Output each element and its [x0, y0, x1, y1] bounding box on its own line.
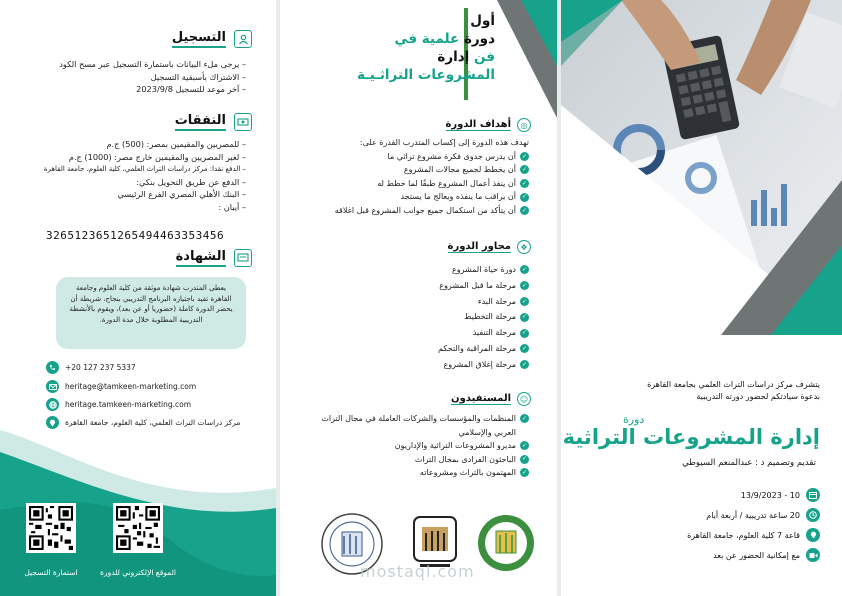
info-date: [741, 488, 820, 502]
registration-title: التسجيل: [172, 30, 226, 48]
decorative-triangle: [497, 0, 557, 120]
check-icon: ✓: [521, 152, 528, 160]
check-icon: ✓: [521, 206, 528, 214]
axis-item: ✓ دورة حياة المشروع: [451, 265, 528, 274]
email-address: heritage@tamkeen-marketing.com: [65, 382, 197, 391]
info-venue-text: قاعة 7 كلية العلوم، جامعة القاهرة: [687, 530, 800, 540]
qr-icon: [29, 506, 73, 550]
certificate-heading: [176, 249, 252, 267]
beneficiaries-list: [301, 412, 529, 480]
clock-icon: [806, 508, 820, 522]
panel-course-details: [280, 0, 557, 596]
course-title: إدارة المشروعات التراثية: [562, 425, 820, 449]
organizer-invitation: [647, 379, 820, 403]
certificate-text: يعطى المتدرب شهادة موثقة من كلية العلوم وجامعة القاهرة تفيد باجتيازه البرنامج التدريبي بنجاح، شريطة أن يحضر الدورة كاملة (حضوريا أو عن بعد)، ويقوم بالأنشطة التدريبية المطلوبة خلال مدة الدورة.: [56, 277, 246, 349]
organizer-line: بدعوة سيادتكم لحضور دورته التدريبية: [696, 392, 820, 401]
goal-item: ✓ أن يتأكد من استكمال جميع جوانب المشروع قبل اغلاقه: [334, 205, 528, 215]
iban-number: 3265123651265494463353456: [46, 229, 225, 242]
info-remote: [713, 548, 820, 562]
qr-label-website: الموقع الإلكتروني للدورة: [100, 568, 176, 577]
title-line: أول: [470, 13, 495, 29]
course-word: دورة: [623, 413, 645, 426]
info-duration: [706, 508, 820, 522]
globe-icon: [46, 398, 59, 411]
title-line: دورة علمية في: [394, 31, 495, 47]
fees-heading: [175, 113, 252, 131]
axis-item: ✓ مرحلة إغلاق المشروع: [443, 359, 528, 369]
info-venue: [687, 528, 820, 542]
check-icon: ✓: [521, 469, 528, 477]
address-text: مركز دراسات التراث العلمي، كلية العلوم، جامعة القاهرة: [65, 418, 241, 427]
qr-code-registration[interactable]: [26, 503, 76, 553]
website-url: heritage.tamkeen-marketing.com: [65, 400, 192, 409]
video-icon: [806, 548, 820, 562]
axes-title: محاور الدورة: [447, 241, 511, 252]
axis-item: ✓ مرحلة المراقبة والتحكم: [438, 343, 528, 353]
goal-item: ✓ أن يراقب ما ينفذه ويعالج ما يستجد: [400, 192, 528, 202]
contact-phone[interactable]: [46, 361, 136, 374]
check-icon: ✓: [521, 266, 528, 273]
phone-icon: [46, 361, 59, 374]
axes-list: [438, 262, 529, 373]
fees-line: – أيبان :: [218, 201, 246, 212]
panel-registration: [0, 0, 276, 596]
watermark: mostaql.com: [360, 562, 475, 581]
axes-heading: [448, 240, 531, 254]
info-remote-text: مع إمكانية الحضور عن بعد: [713, 550, 800, 560]
cover-photo-calculator: [561, 0, 842, 335]
beneficiary-item: ✓ مديرو المشروعات التراثية والإداريون: [394, 441, 528, 451]
contact-website[interactable]: [46, 398, 191, 411]
info-duration-text: 20 ساعة تدريبية / أربعة أيام: [706, 510, 800, 520]
goals-title: أهداف الدورة: [445, 119, 511, 130]
goal-item: ✓ أن يدرس جدوى فكرة مشروع تراثي ما: [387, 151, 528, 161]
certificate-icon: [234, 249, 252, 267]
check-icon: ✓: [521, 166, 528, 174]
check-icon: ✓: [521, 193, 528, 201]
axis-item: ✓ مرحلة ما قبل المشروع: [439, 280, 528, 290]
check-icon: ✓: [521, 179, 528, 187]
qr-code-website[interactable]: [113, 503, 163, 553]
goal-item: ✓ أن يخطط لجميع مجالات المشروع: [403, 165, 528, 175]
registration-heading: [172, 30, 252, 48]
fees-line: – للمصريين والمقيمين بمصر: (500) ج.م: [106, 139, 246, 149]
fees-title: النفقات: [175, 113, 226, 131]
location-icon: [806, 528, 820, 542]
faculty-logo-right: [476, 513, 536, 573]
phone-number: +20 127 237 5337: [65, 363, 136, 372]
check-icon: ✓: [521, 281, 528, 289]
axes-icon: ❖: [517, 240, 531, 254]
people-icon: ☺: [517, 392, 531, 406]
location-icon: [46, 416, 59, 429]
check-icon: ✓: [521, 344, 528, 352]
qr-icon: [116, 506, 160, 550]
target-icon: ◎: [517, 118, 531, 132]
contact-address: [46, 416, 240, 429]
registration-line: – يرجى ملء البيانات باستمارة التسجيل عبر مسح الكود: [59, 59, 246, 69]
email-icon: [46, 380, 59, 393]
check-icon: ✓: [521, 455, 528, 463]
check-icon: ✓: [521, 414, 528, 422]
panel-cover: [561, 0, 842, 596]
registration-list: [59, 58, 246, 96]
axis-item: ✓ مرحلة التخطيط: [464, 312, 528, 322]
goals-heading: [446, 118, 532, 132]
money-icon: [234, 113, 252, 131]
calendar-icon: [806, 488, 820, 502]
title-line: فن إدارة: [437, 49, 495, 65]
goals-intro: تهدف هذه الدورة إلى إكساب المتدرب القدرة على:: [359, 138, 529, 147]
beneficiaries-heading: [451, 392, 531, 406]
certificate-title: الشهادة: [176, 249, 226, 267]
goals-list: [335, 136, 529, 218]
title-line: المشروعات التراثـيـة: [356, 67, 495, 83]
beneficiary-item: ✓ الباحثون الفرادى بمجال التراث: [414, 454, 528, 464]
check-icon: ✓: [521, 313, 528, 321]
axis-item: ✓ مرحلة التنفيذ: [472, 328, 528, 338]
axis-item: ✓ مرحلة البدء: [477, 296, 528, 306]
registration-line: – آخر موعد للتسجيل 2023/9/8: [136, 84, 246, 94]
organizer-line: يتشرف مركز دراسات التراث العلمي بجامعة القاهرة: [647, 380, 820, 389]
info-date-text: 10 - 13/9/2023: [740, 490, 800, 500]
goal-item: ✓ أن ينفذ أعمال المشروع طبقًا لما خطط له: [377, 178, 528, 188]
beneficiary-item: ✓ المنظمات والمؤسسات والشركات العاملة في مجال التراث العربي والإسلامي: [321, 414, 528, 437]
presenter-name: تقديم وتصميم د : عبدالمنعم السيوطي: [682, 458, 816, 468]
fees-list: [44, 138, 246, 213]
check-icon: ✓: [521, 329, 528, 337]
fees-line: – لغير المصريين والمقيمين خارج مصر: (1000) ج.م: [68, 151, 246, 162]
check-icon: ✓: [521, 297, 528, 305]
fees-line: – الدفع عن طريق التحويل بنكي:: [136, 176, 246, 187]
fees-line: – الدفع نقدا: مركز دراسات التراث العلمي، كلية العلوم، جامعة القاهرة: [43, 165, 246, 173]
check-icon: ✓: [521, 441, 528, 449]
beneficiary-item: ✓ المهتمون بالتراث ومشروعاته: [419, 468, 528, 478]
contact-email[interactable]: [46, 380, 196, 393]
qr-label-registration: استمارة التسجيل: [24, 568, 78, 577]
main-title: [357, 12, 495, 84]
fees-line: – البنك الأهلي المصري الفرع الرئيسي: [117, 189, 246, 199]
registration-icon: [234, 30, 252, 48]
registration-line: – الاشتراك بأسبقية التسجيل: [150, 71, 246, 82]
beneficiaries-title: المستفيدون: [451, 393, 511, 404]
check-icon: ✓: [521, 360, 528, 368]
